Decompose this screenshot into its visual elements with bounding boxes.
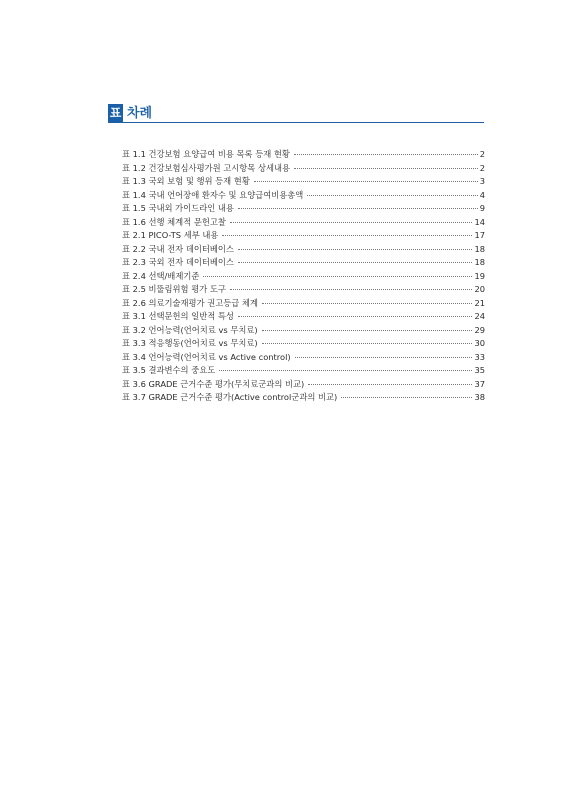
toc-entry[interactable] [122, 256, 485, 270]
dot-leader [238, 316, 473, 317]
toc-entry-page: 18 [474, 243, 485, 254]
toc-entry-label: 표 2.1 PICO-TS 세부 내용 [122, 230, 219, 240]
toc-entry-label: 표 3.2 언어능력(언어치료 vs 무치료) [122, 324, 258, 335]
toc-heading [108, 104, 484, 123]
dot-leader [262, 330, 473, 331]
toc-entry-label: 표 3.4 언어능력(언어치료 vs Active control) [122, 351, 291, 362]
toc-entry-page: 37 [474, 378, 485, 389]
heading-divider [108, 122, 484, 123]
dot-leader [262, 303, 472, 304]
table-of-contents [122, 148, 485, 405]
toc-entry-label: 표 3.7 GRADE 근거수준 평가(Active control군과의 비교) [122, 392, 338, 402]
dot-leader [203, 276, 472, 277]
toc-entry-page: 20 [474, 284, 485, 294]
toc-entry-label: 표 2.3 국외 전자 데이터베이스 [122, 257, 234, 267]
dot-leader [341, 397, 472, 398]
toc-entry-label: 표 1.6 선행 체계적 문헌고찰 [122, 216, 226, 227]
toc-entry-page: 17 [474, 230, 485, 240]
toc-entry[interactable] [122, 148, 485, 162]
dot-leader [307, 195, 477, 196]
toc-entry[interactable] [122, 243, 485, 257]
toc-entry[interactable] [122, 378, 485, 392]
toc-entry-label: 표 1.2 건강보험심사평가원 고시항목 상세내용 [122, 162, 291, 173]
toc-entry-page: 21 [474, 297, 485, 308]
toc-entry-page: 2 [479, 162, 485, 173]
dot-leader [222, 235, 472, 236]
toc-entry-label: 표 2.5 비뚤림위험 평가 도구 [122, 284, 226, 294]
toc-entry[interactable] [122, 202, 485, 216]
toc-entry-label: 표 3.6 GRADE 근거수준 평가(무치료군과의 비교) [122, 378, 305, 389]
dot-leader [262, 343, 473, 344]
dot-leader [238, 208, 478, 209]
toc-entry-page: 24 [474, 311, 485, 321]
toc-entry-page: 38 [474, 392, 485, 402]
toc-entry[interactable] [122, 351, 485, 365]
dot-leader [294, 154, 478, 155]
dot-leader [254, 181, 478, 182]
toc-entry-label: 표 2.2 국내 전자 데이터베이스 [122, 243, 234, 254]
dot-leader [295, 357, 473, 358]
toc-entry-page: 2 [479, 149, 485, 159]
toc-entry-page: 4 [479, 189, 485, 200]
toc-entry[interactable] [122, 324, 485, 338]
toc-entry-page: 35 [474, 365, 485, 375]
heading-badge: 표 [108, 104, 123, 123]
toc-entry[interactable] [122, 297, 485, 311]
toc-entry[interactable] [122, 391, 485, 405]
toc-entry-page: 18 [474, 257, 485, 267]
toc-entry-label: 표 1.5 국내외 가이드라인 내용 [122, 203, 234, 213]
dot-leader [230, 222, 473, 223]
toc-entry-label: 표 2.6 의료기술재평가 권고등급 체계 [122, 297, 258, 308]
toc-entry-label: 표 1.3 국외 보험 및 행위 등재 현황 [122, 176, 250, 186]
toc-entry[interactable] [122, 270, 485, 284]
toc-entry-page: 33 [474, 351, 485, 362]
toc-entry-label: 표 1.1 건강보험 요양급여 비용 목록 등재 현황 [122, 149, 290, 159]
dot-leader [308, 384, 472, 385]
page-title: 차례 [127, 106, 153, 121]
toc-entry-page: 30 [474, 338, 485, 348]
dot-leader [230, 289, 473, 290]
toc-entry-page: 14 [474, 216, 485, 227]
dot-leader [219, 370, 472, 371]
toc-entry-page: 19 [474, 270, 485, 281]
toc-entry-label: 표 2.4 선택/배제기준 [122, 270, 200, 281]
toc-entry-label: 표 3.1 선택문헌의 일반적 특성 [122, 311, 234, 321]
toc-entry[interactable] [122, 175, 485, 189]
toc-entry-page: 9 [479, 203, 485, 213]
toc-entry[interactable] [122, 189, 485, 203]
toc-entry-label: 표 1.4 국내 언어장애 환자수 및 요양급여비용총액 [122, 189, 304, 200]
toc-entry[interactable] [122, 162, 485, 176]
toc-entry-label: 표 3.3 적응행동(언어치료 vs 무치료) [122, 338, 258, 348]
toc-entry[interactable] [122, 337, 485, 351]
toc-entry-page: 29 [474, 324, 485, 335]
dot-leader [238, 249, 473, 250]
toc-entry[interactable] [122, 229, 485, 243]
dot-leader [294, 168, 478, 169]
toc-entry[interactable] [122, 310, 485, 324]
toc-entry-label: 표 3.5 결과변수의 중요도 [122, 365, 216, 375]
dot-leader [238, 262, 473, 263]
toc-entry[interactable] [122, 216, 485, 230]
toc-entry[interactable] [122, 283, 485, 297]
toc-entry-page: 3 [479, 176, 485, 186]
toc-entry[interactable] [122, 364, 485, 378]
